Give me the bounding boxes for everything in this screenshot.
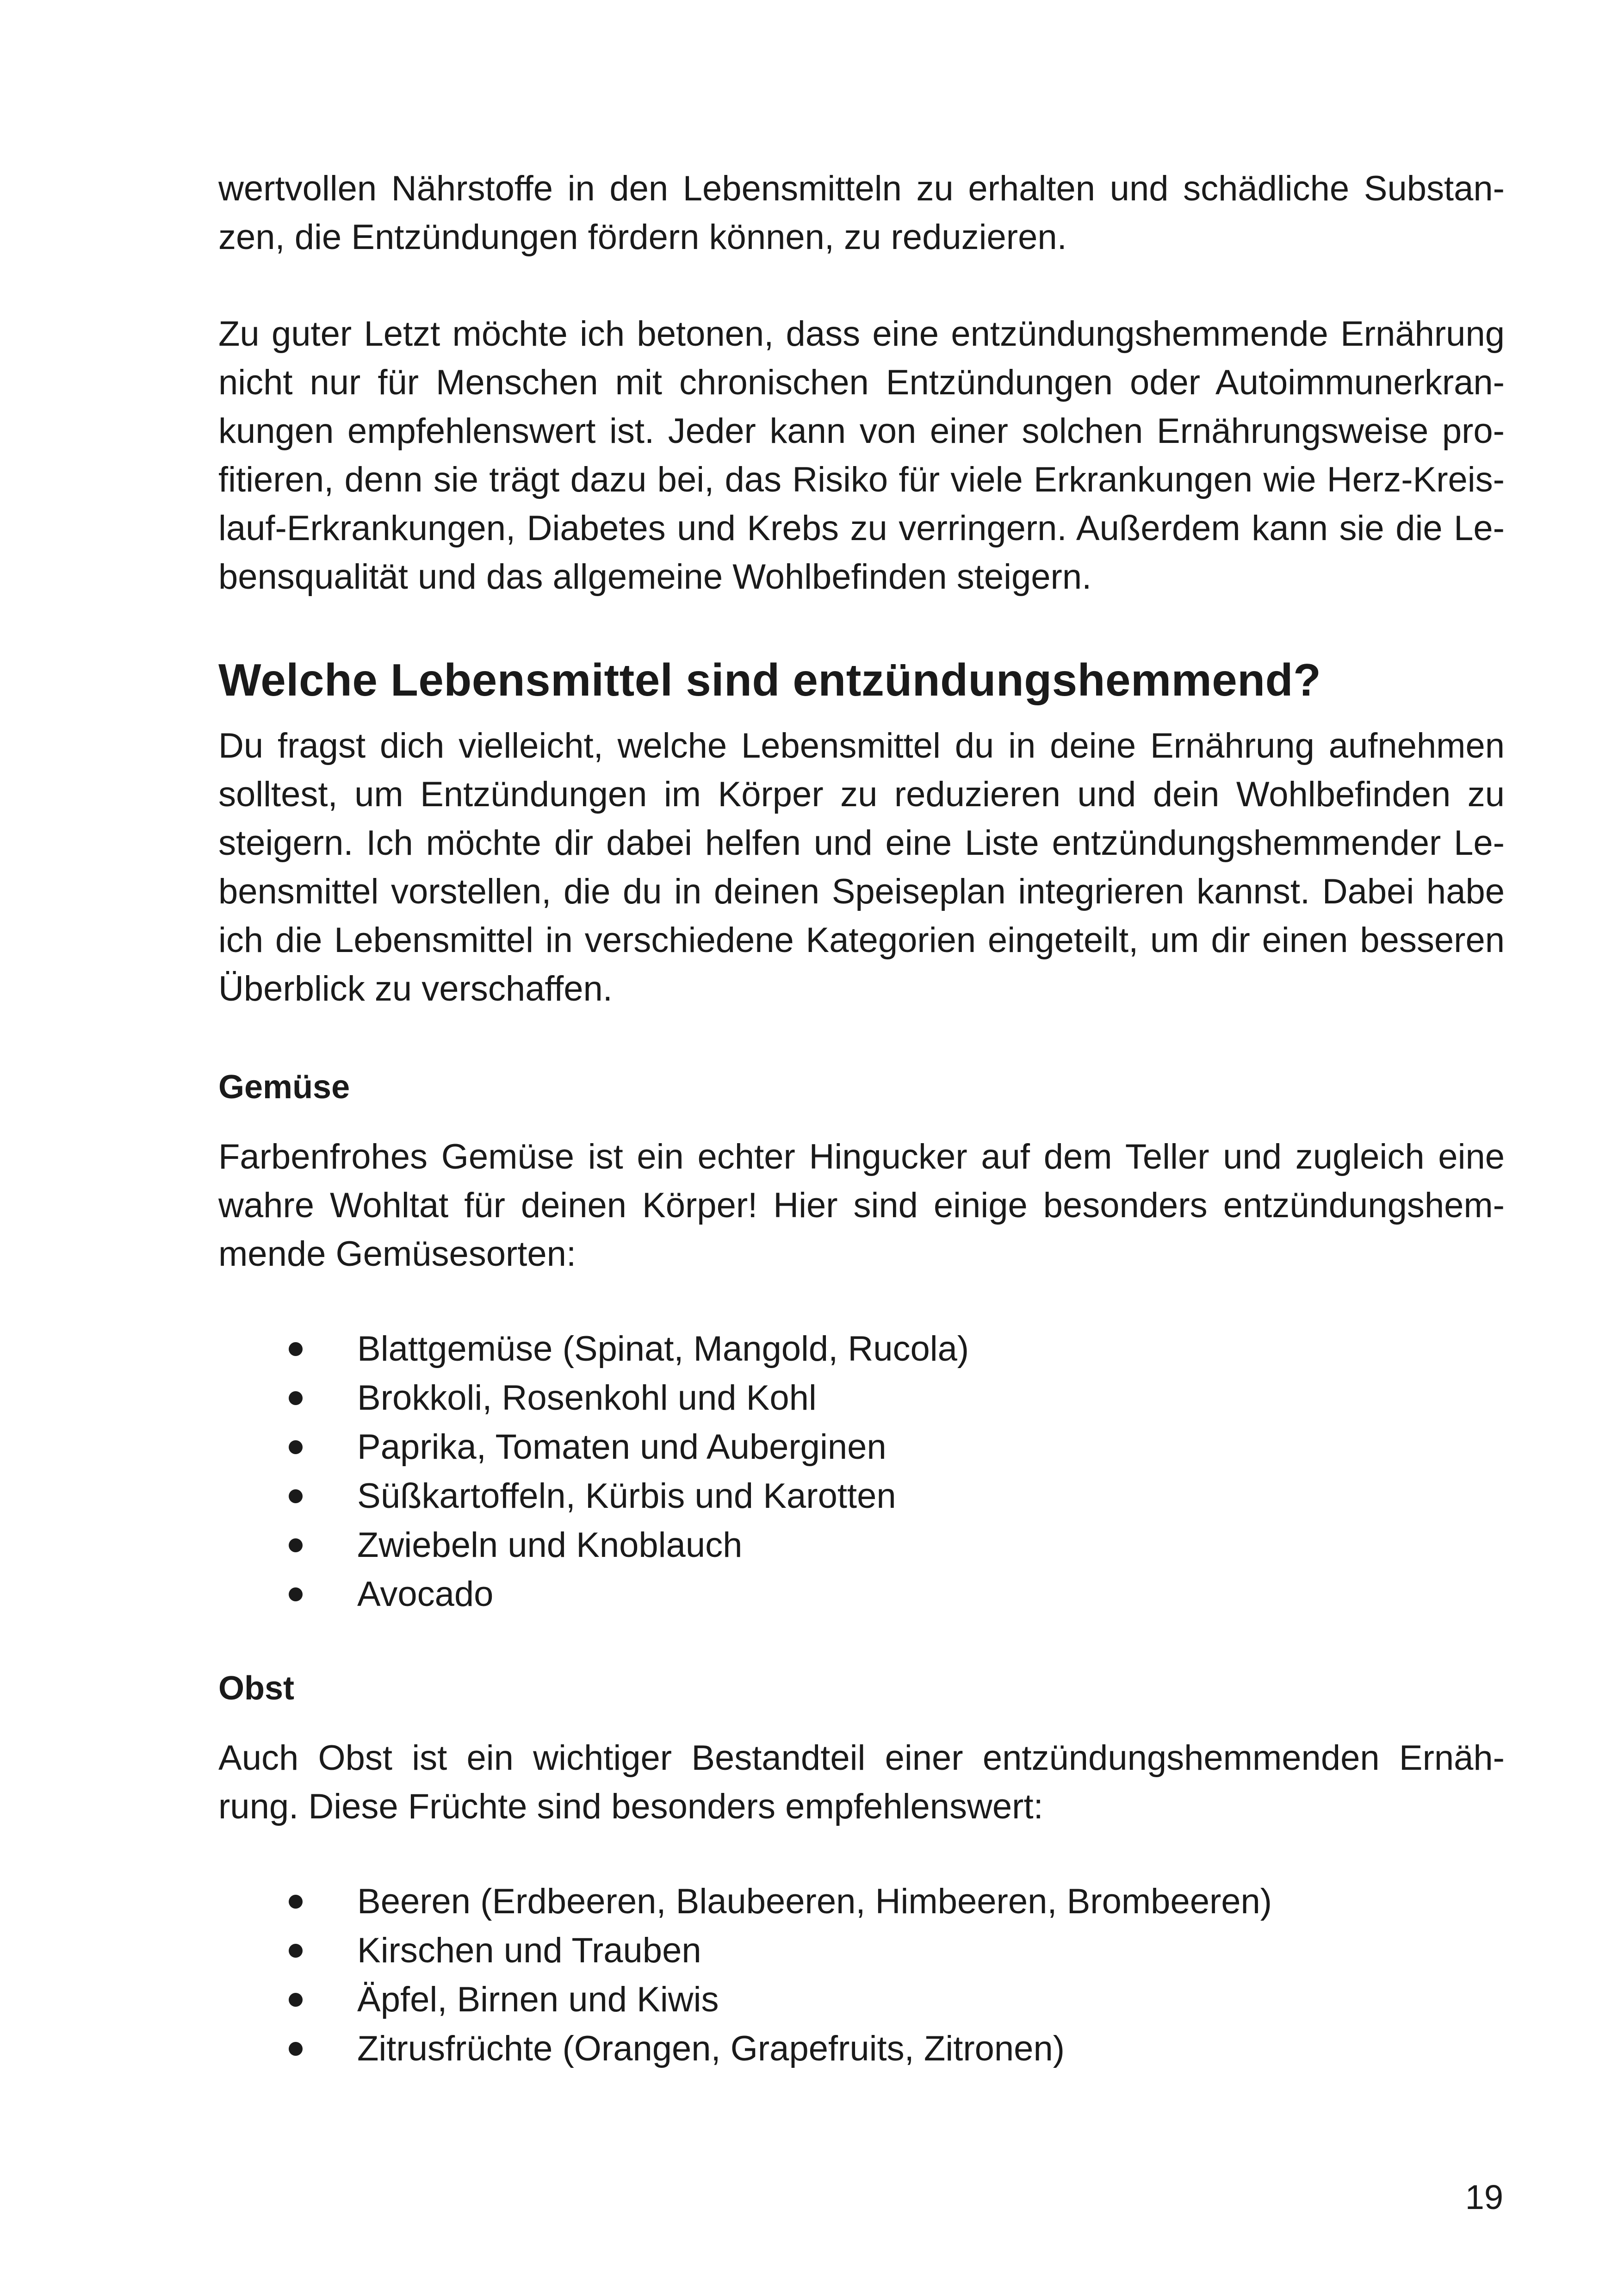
text-line: wahre Wohltat für deinen Körper! Hier sind einige besonders entzündungshem- — [218, 1186, 1505, 1225]
text-line: zen, die Entzündungen fördern können, zu reduzieren. — [218, 218, 1067, 257]
subheading-obst: Obst — [218, 1670, 295, 1707]
bullet-icon — [289, 1993, 303, 2007]
page-content — [218, 164, 1505, 2073]
text-line: Zu guter Letzt möchte ich betonen, dass eine entzündungshemmende Ernährung — [218, 314, 1505, 354]
text-line: Auch Obst ist ein wichtiger Bestandteil einer entzündungshemmenden Ernäh- — [218, 1738, 1505, 1778]
list-item-text: Avocado — [357, 1574, 494, 1614]
list-item-text: Brokkoli, Rosenkohl und Kohl — [357, 1378, 817, 1418]
text-line: bensmittel vorstellen, die du in deinen Speiseplan integrieren kannst. Dabei habe — [218, 872, 1505, 911]
text-line: steigern. Ich möchte dir dabei helfen und eine Liste entzündungshemmender Le- — [218, 823, 1505, 863]
list-item — [218, 1521, 1505, 1570]
list-item-text: Blattgemüse (Spinat, Mangold, Rucola) — [357, 1329, 969, 1369]
obst-list — [218, 1877, 1505, 2073]
bullet-icon — [289, 1342, 303, 1356]
list-item — [218, 1423, 1505, 1472]
list-item-text: Kirschen und Trauben — [357, 1931, 701, 1970]
text-line: ich die Lebensmittel in verschiedene Kategorien eingeteilt, um dir einen besseren — [218, 921, 1505, 960]
gemuese-paragraph — [218, 1132, 1505, 1278]
list-item — [218, 2024, 1505, 2073]
text-line: nicht nur für Menschen mit chronischen Entzündungen oder Autoimmunerkran- — [218, 363, 1505, 402]
bullet-icon — [289, 1391, 303, 1405]
list-item — [218, 1926, 1505, 1975]
list-item — [218, 1877, 1505, 1926]
page-number: 19 — [1465, 2178, 1503, 2216]
list-item — [218, 1325, 1505, 1374]
list-item-text: Beeren (Erdbeeren, Blaubeeren, Himbeeren, Brombeeren) — [357, 1882, 1272, 1921]
bullet-icon — [289, 1440, 303, 1454]
text-line: rung. Diese Früchte sind besonders empfehlenswert: — [218, 1787, 1043, 1826]
list-item — [218, 1570, 1505, 1619]
text-line: bensqualität und das allgemeine Wohlbefinden steigern. — [218, 557, 1092, 597]
text-line: fitieren, denn sie trägt dazu bei, das Risiko für viele Erkrankungen wie Herz-Kreis- — [218, 460, 1505, 499]
list-item — [218, 1374, 1505, 1423]
intro-paragraph-1 — [218, 164, 1505, 261]
subheading-gemuese: Gemüse — [218, 1069, 350, 1106]
gemuese-list — [218, 1325, 1505, 1619]
text-line: kungen empfehlenswert ist. Jeder kann von einer solchen Ernährungsweise pro- — [218, 411, 1505, 451]
text-line: lauf-Erkrankungen, Diabetes und Krebs zu verringern. Außerdem kann sie die Le- — [218, 509, 1505, 548]
list-item-text: Zitrusfrüchte (Orangen, Grapefruits, Zitronen) — [357, 2029, 1065, 2068]
section-heading: Welche Lebensmittel sind entzündungshemmend? — [218, 654, 1321, 705]
bullet-icon — [289, 2042, 303, 2056]
text-line: Du fragst dich vielleicht, welche Lebensmittel du in deine Ernährung aufnehmen — [218, 726, 1505, 765]
list-item-text: Äpfel, Birnen und Kiwis — [357, 1980, 719, 2019]
text-line: mende Gemüsesorten: — [218, 1234, 577, 1274]
text-line: solltest, um Entzündungen im Körper zu reduzieren und dein Wohlbefinden zu — [218, 775, 1505, 814]
bullet-icon — [289, 1538, 303, 1552]
intro-paragraph-2 — [218, 310, 1505, 601]
bullet-icon — [289, 1489, 303, 1503]
bullet-icon — [289, 1895, 303, 1909]
list-item — [218, 1472, 1505, 1521]
bullet-icon — [289, 1944, 303, 1958]
list-item — [218, 1975, 1505, 2024]
text-line: Farbenfrohes Gemüse ist ein echter Hingucker auf dem Teller und zugleich eine — [218, 1137, 1505, 1176]
bullet-icon — [289, 1587, 303, 1601]
list-item-text: Süßkartoffeln, Kürbis und Karotten — [357, 1476, 896, 1516]
list-item-text: Zwiebeln und Knoblauch — [357, 1525, 743, 1565]
obst-paragraph — [218, 1734, 1505, 1831]
text-line: Überblick zu verschaffen. — [218, 969, 613, 1008]
list-item-text: Paprika, Tomaten und Auberginen — [357, 1427, 886, 1467]
text-line: wertvollen Nährstoffe in den Lebensmitteln zu erhalten und schädliche Substan- — [218, 169, 1505, 208]
section-paragraph — [218, 722, 1505, 1013]
